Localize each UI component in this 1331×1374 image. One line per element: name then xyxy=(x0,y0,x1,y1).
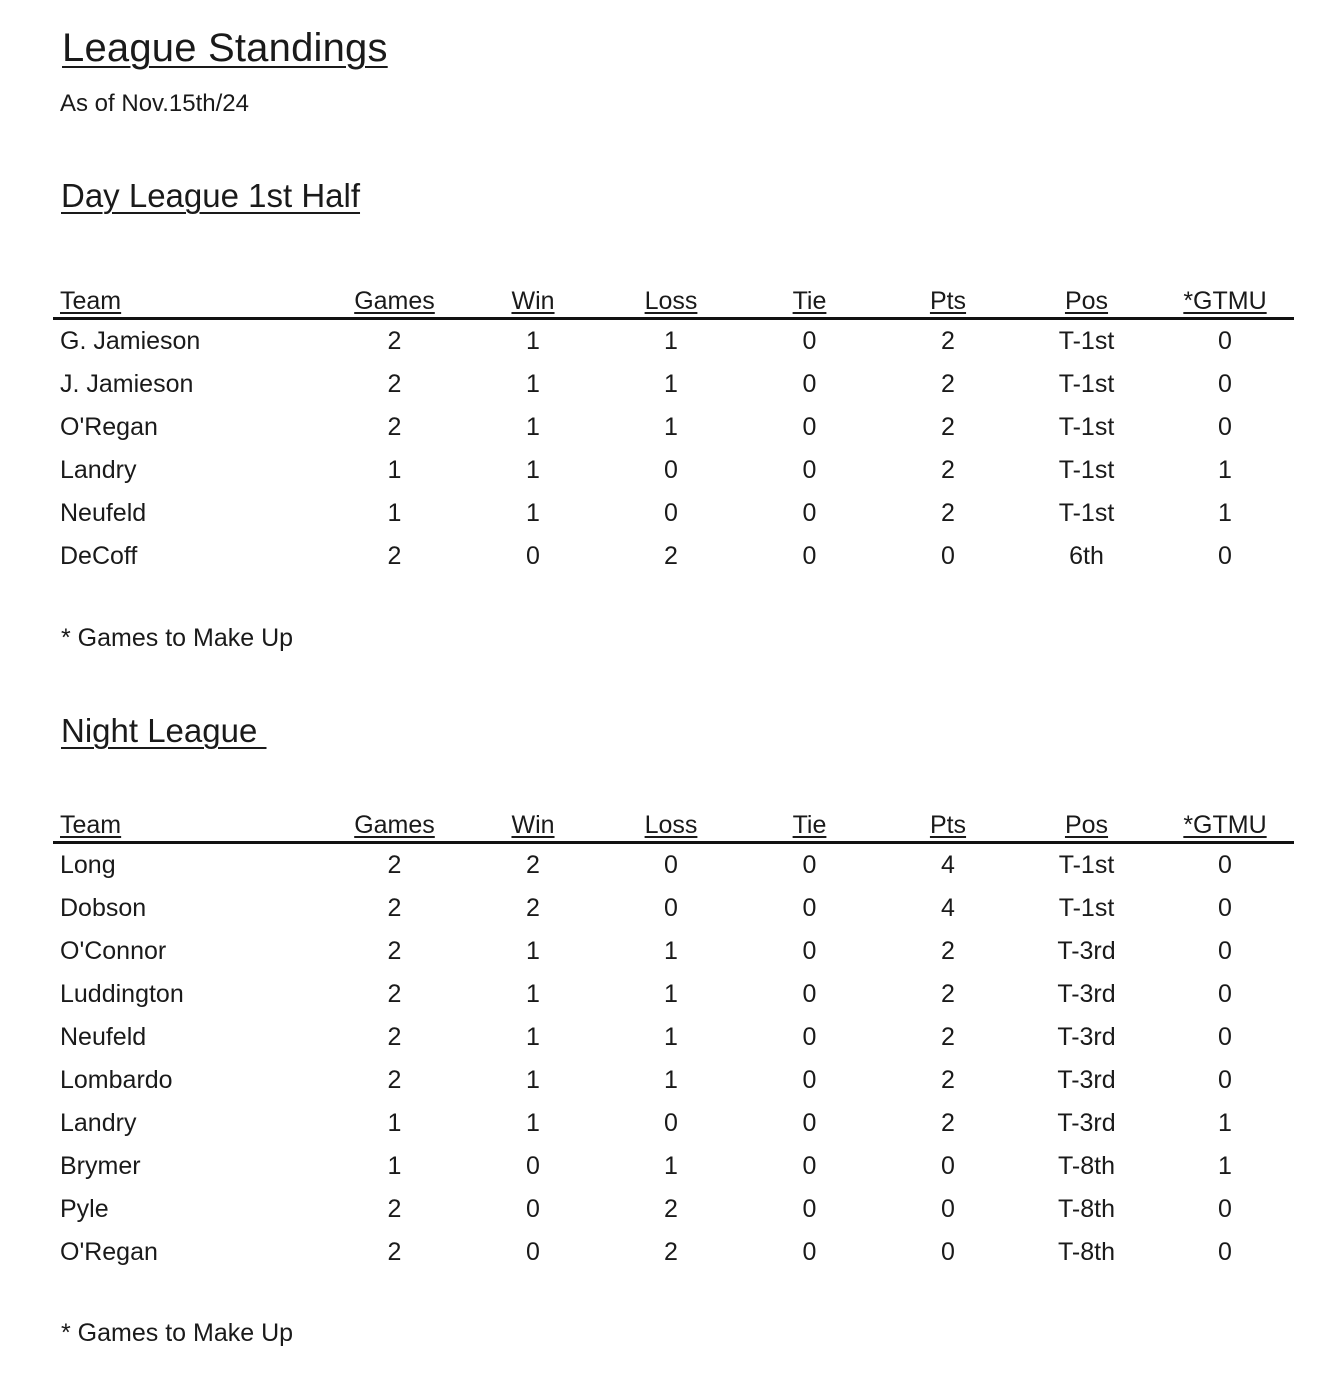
table-row xyxy=(53,930,1294,973)
cell-pts: 2 xyxy=(941,1066,955,1094)
cell-loss: 1 xyxy=(664,413,678,441)
cell-team: Lombardo xyxy=(60,1066,173,1094)
cell-pts: 2 xyxy=(941,370,955,398)
column-header-gtmu xyxy=(1156,805,1294,843)
as-of-date: As of Nov.15th/24 xyxy=(60,90,249,117)
table-row xyxy=(53,363,1294,406)
cell-gtmu: 0 xyxy=(1218,1195,1232,1223)
cell-pos: T-1st xyxy=(1058,327,1115,355)
cell-win: 0 xyxy=(526,542,540,570)
cell-gtmu: 0 xyxy=(1218,937,1232,965)
cell-tie: 0 xyxy=(802,1023,817,1051)
cell-win: 0 xyxy=(526,1152,540,1180)
cell-tie: 0 xyxy=(802,542,817,570)
cell-win: 0 xyxy=(526,1238,540,1266)
cell-pts: 2 xyxy=(941,413,955,441)
cell-win: 0 xyxy=(526,1195,540,1223)
cell-gtmu: 0 xyxy=(1218,894,1232,922)
cell-games: 1 xyxy=(387,456,402,484)
cell-loss: 0 xyxy=(664,851,678,879)
column-header-label: Tie xyxy=(792,811,827,839)
cell-pos: T-3rd xyxy=(1057,1023,1116,1051)
cell-win: 1 xyxy=(526,456,540,484)
table-row xyxy=(53,1145,1294,1188)
cell-gtmu: 0 xyxy=(1218,980,1232,1008)
cell-win: 1 xyxy=(526,327,540,355)
cell-win: 2 xyxy=(526,894,540,922)
cell-pts: 0 xyxy=(941,542,955,570)
cell-pos: T-8th xyxy=(1058,1195,1115,1223)
cell-pos: T-1st xyxy=(1058,499,1115,527)
page-title: League Standings xyxy=(62,26,388,70)
cell-pts: 0 xyxy=(941,1152,955,1180)
cell-pos: T-3rd xyxy=(1057,1109,1116,1137)
cell-tie: 0 xyxy=(802,937,817,965)
column-header-label: Games xyxy=(354,811,435,839)
cell-tie: 0 xyxy=(802,980,817,1008)
cell-team: G. Jamieson xyxy=(60,327,201,355)
cell-gtmu: 1 xyxy=(1218,1109,1232,1137)
column-header-gtmu xyxy=(1156,281,1294,319)
column-header-games xyxy=(325,281,464,319)
cell-games: 2 xyxy=(387,1195,402,1223)
cell-games: 2 xyxy=(387,937,402,965)
night-league-table xyxy=(53,805,1294,1274)
cell-team: Luddington xyxy=(60,980,184,1008)
column-header-label: *GTMU xyxy=(1183,287,1267,315)
column-header-label: Loss xyxy=(644,287,698,315)
day-league-table xyxy=(53,281,1294,578)
cell-win: 1 xyxy=(526,1109,540,1137)
cell-games: 2 xyxy=(387,1023,402,1051)
cell-tie: 0 xyxy=(802,1195,817,1223)
cell-gtmu: 0 xyxy=(1218,1066,1232,1094)
cell-pos: T-8th xyxy=(1058,1152,1115,1180)
table-row xyxy=(53,1016,1294,1059)
table-row xyxy=(53,1188,1294,1231)
column-header-label: Team xyxy=(60,811,122,839)
cell-gtmu: 0 xyxy=(1218,413,1232,441)
cell-loss: 0 xyxy=(664,456,678,484)
column-header-label: Pts xyxy=(929,287,967,315)
cell-pts: 2 xyxy=(941,937,955,965)
cell-loss: 2 xyxy=(664,542,678,570)
column-header-team xyxy=(53,805,325,843)
cell-games: 2 xyxy=(387,980,402,1008)
cell-loss: 2 xyxy=(664,1195,678,1223)
cell-win: 1 xyxy=(526,980,540,1008)
cell-gtmu: 1 xyxy=(1218,456,1232,484)
night-league-title: Night League xyxy=(61,712,267,749)
cell-pos: T-1st xyxy=(1058,851,1115,879)
table-row xyxy=(53,1059,1294,1102)
table-row xyxy=(53,843,1294,888)
day-league-footnote: * Games to Make Up xyxy=(61,624,294,652)
cell-loss: 1 xyxy=(664,937,678,965)
cell-pos: T-1st xyxy=(1058,894,1115,922)
cell-loss: 1 xyxy=(664,370,678,398)
cell-team: O'Connor xyxy=(60,937,167,965)
column-header-label: Games xyxy=(354,287,435,315)
cell-pts: 2 xyxy=(941,1109,955,1137)
cell-games: 2 xyxy=(387,1238,402,1266)
column-header-loss xyxy=(602,805,740,843)
cell-pos: T-3rd xyxy=(1057,980,1116,1008)
column-header-tie xyxy=(740,805,879,843)
cell-pos: T-3rd xyxy=(1057,937,1116,965)
cell-gtmu: 0 xyxy=(1218,1023,1232,1051)
table-row xyxy=(53,1231,1294,1274)
day-league-title: Day League 1st Half xyxy=(61,177,361,214)
cell-pos: 6th xyxy=(1069,542,1104,570)
cell-pts: 4 xyxy=(941,894,955,922)
table-row xyxy=(53,406,1294,449)
cell-pts: 2 xyxy=(941,499,955,527)
cell-games: 1 xyxy=(387,1152,402,1180)
cell-tie: 0 xyxy=(802,370,817,398)
cell-gtmu: 0 xyxy=(1218,370,1232,398)
cell-loss: 1 xyxy=(664,1152,678,1180)
cell-pts: 2 xyxy=(941,456,955,484)
night-league-footnote: * Games to Make Up xyxy=(61,1319,294,1347)
cell-win: 1 xyxy=(526,413,540,441)
table-row xyxy=(53,887,1294,930)
cell-loss: 0 xyxy=(664,1109,678,1137)
cell-pos: T-3rd xyxy=(1057,1066,1116,1094)
cell-win: 1 xyxy=(526,1023,540,1051)
cell-pts: 2 xyxy=(941,980,955,1008)
cell-pos: T-1st xyxy=(1058,370,1115,398)
cell-loss: 1 xyxy=(664,980,678,1008)
cell-pos: T-1st xyxy=(1058,456,1115,484)
column-header-pos xyxy=(1017,281,1156,319)
cell-tie: 0 xyxy=(802,413,817,441)
cell-pts: 2 xyxy=(941,327,955,355)
table-row xyxy=(53,535,1294,578)
column-header-pts xyxy=(879,281,1017,319)
column-header-win xyxy=(464,281,602,319)
column-header-label: Pos xyxy=(1064,287,1109,315)
cell-games: 2 xyxy=(387,370,402,398)
cell-team: O'Regan xyxy=(60,413,158,441)
column-header-label: Tie xyxy=(792,287,827,315)
column-header-pos xyxy=(1017,805,1156,843)
table-row xyxy=(53,492,1294,535)
cell-tie: 0 xyxy=(802,327,817,355)
cell-games: 2 xyxy=(387,413,402,441)
cell-gtmu: 0 xyxy=(1218,542,1232,570)
cell-win: 1 xyxy=(526,499,540,527)
cell-games: 1 xyxy=(387,499,402,527)
column-header-label: Win xyxy=(511,287,555,315)
cell-team: O'Regan xyxy=(60,1238,158,1266)
cell-loss: 0 xyxy=(664,499,678,527)
cell-team: Neufeld xyxy=(60,499,147,527)
cell-team: Long xyxy=(60,851,116,879)
column-header-loss xyxy=(602,281,740,319)
cell-team: Pyle xyxy=(60,1195,109,1223)
cell-tie: 0 xyxy=(802,1238,817,1266)
cell-gtmu: 0 xyxy=(1218,1238,1232,1266)
cell-tie: 0 xyxy=(802,1109,817,1137)
column-header-team xyxy=(53,281,325,319)
cell-games: 2 xyxy=(387,327,402,355)
table-header-row xyxy=(53,805,1294,843)
cell-games: 2 xyxy=(387,1066,402,1094)
cell-win: 2 xyxy=(526,851,540,879)
cell-loss: 1 xyxy=(664,327,678,355)
cell-tie: 0 xyxy=(802,851,817,879)
cell-loss: 0 xyxy=(664,894,678,922)
cell-tie: 0 xyxy=(802,1152,817,1180)
cell-loss: 1 xyxy=(664,1066,678,1094)
cell-pts: 4 xyxy=(941,851,955,879)
cell-gtmu: 0 xyxy=(1218,327,1232,355)
cell-loss: 2 xyxy=(664,1238,678,1266)
cell-team: Neufeld xyxy=(60,1023,147,1051)
cell-loss: 1 xyxy=(664,1023,678,1051)
cell-team: J. Jamieson xyxy=(60,370,194,398)
column-header-tie xyxy=(740,281,879,319)
cell-pts: 0 xyxy=(941,1195,955,1223)
cell-pos: T-1st xyxy=(1058,413,1115,441)
cell-win: 1 xyxy=(526,1066,540,1094)
cell-tie: 0 xyxy=(802,499,817,527)
column-header-label: Pos xyxy=(1064,811,1109,839)
cell-win: 1 xyxy=(526,937,540,965)
cell-games: 1 xyxy=(387,1109,402,1137)
cell-team: Landry xyxy=(60,456,137,484)
table-row xyxy=(53,449,1294,492)
column-header-pts xyxy=(879,805,1017,843)
cell-gtmu: 0 xyxy=(1218,851,1232,879)
cell-pos: T-8th xyxy=(1058,1238,1115,1266)
column-header-games xyxy=(325,805,464,843)
cell-win: 1 xyxy=(526,370,540,398)
table-row xyxy=(53,973,1294,1016)
cell-team: Landry xyxy=(60,1109,137,1137)
cell-team: Dobson xyxy=(60,894,147,922)
table-header-row xyxy=(53,281,1294,319)
column-header-label: Team xyxy=(60,287,122,315)
column-header-label: Pts xyxy=(929,811,967,839)
cell-pts: 0 xyxy=(941,1238,955,1266)
cell-games: 2 xyxy=(387,851,402,879)
cell-tie: 0 xyxy=(802,1066,817,1094)
cell-games: 2 xyxy=(387,894,402,922)
column-header-win xyxy=(464,805,602,843)
cell-gtmu: 1 xyxy=(1218,1152,1232,1180)
column-header-label: *GTMU xyxy=(1183,811,1267,839)
cell-games: 2 xyxy=(387,542,402,570)
column-header-label: Loss xyxy=(644,811,698,839)
cell-pts: 2 xyxy=(941,1023,955,1051)
cell-team: DeCoff xyxy=(60,542,138,570)
table-row xyxy=(53,319,1294,364)
table-row xyxy=(53,1102,1294,1145)
cell-tie: 0 xyxy=(802,456,817,484)
column-header-label: Win xyxy=(511,811,555,839)
cell-tie: 0 xyxy=(802,894,817,922)
cell-gtmu: 1 xyxy=(1218,499,1232,527)
cell-team: Brymer xyxy=(60,1152,141,1180)
